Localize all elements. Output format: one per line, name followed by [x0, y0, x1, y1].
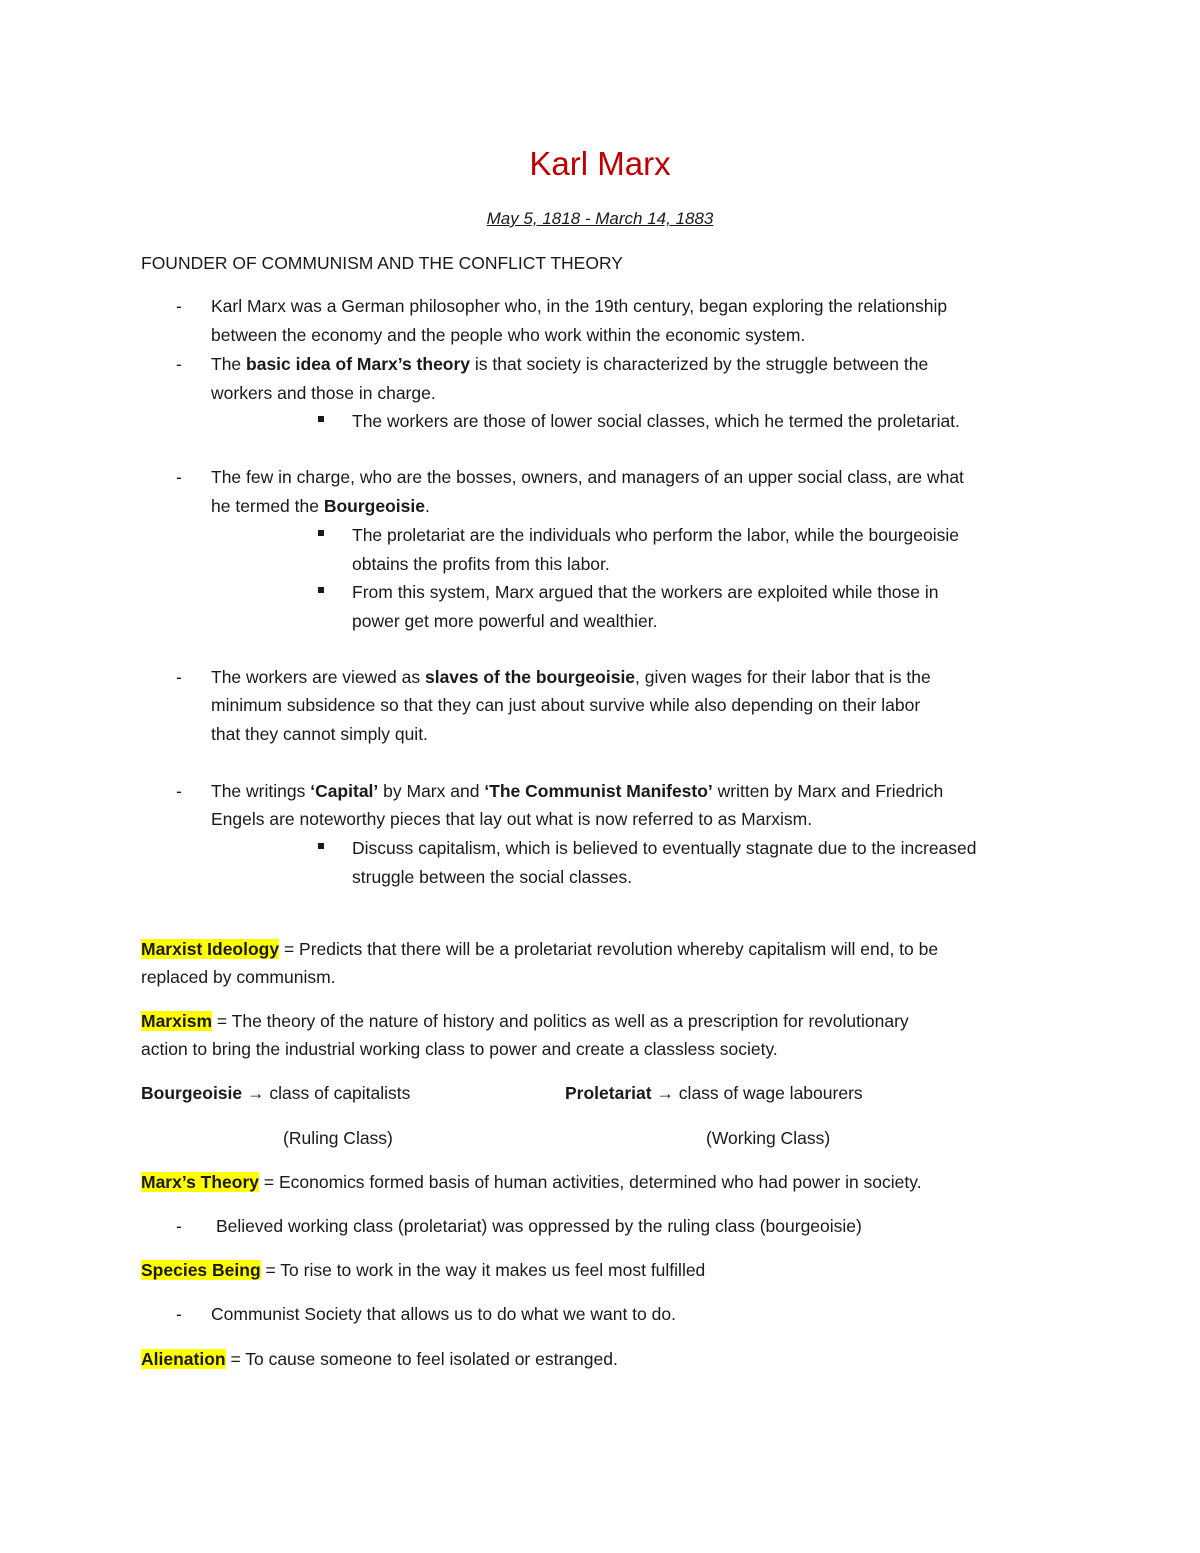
list-item-text: Engels are noteworthy pieces that lay out what is now referred to as Marxism.	[211, 809, 813, 829]
text-run: written by Marx and Friedrich	[712, 781, 944, 801]
list-item-text: between the economy and the people who work within the economic system.	[211, 325, 806, 345]
text-run: .	[425, 496, 430, 516]
arrow-right-icon: →	[656, 1083, 674, 1103]
class-bourgeoisie	[141, 1080, 410, 1106]
bold-phrase: Bourgeoisie	[323, 496, 425, 516]
definition-alienation	[141, 1346, 618, 1372]
definition-marxism	[141, 1008, 909, 1034]
square-bullet-icon	[318, 416, 324, 422]
definition-marxist-ideology	[141, 936, 938, 962]
page-title: Karl Marx	[529, 145, 671, 182]
bold-phrase: ‘The Communist Manifesto’	[484, 781, 713, 801]
definition-marx-theory	[141, 1169, 922, 1195]
working-class-label: (Working Class)	[706, 1128, 831, 1148]
list-item-text: Communist Society that allows us to do what we want to do.	[211, 1304, 676, 1324]
text-run: by Marx and	[378, 781, 485, 801]
dash-bullet: -	[176, 667, 182, 687]
highlighted-term: Marx’s Theory	[141, 1172, 260, 1192]
definition-text: = To rise to work in the way it makes us feel most fulfilled	[260, 1260, 706, 1280]
definition-text: = To cause someone to feel isolated or estranged.	[225, 1349, 618, 1369]
ruling-class-label: (Ruling Class)	[283, 1128, 393, 1148]
bold-phrase: slaves of the bourgeoisie	[424, 667, 636, 687]
section-subtitle: FOUNDER OF COMMUNISM AND THE CONFLICT THEORY	[141, 253, 623, 273]
sub-item-text: The proletariat are the individuals who perform the labor, while the bourgeoisie	[352, 525, 960, 545]
dash-bullet: -	[176, 296, 182, 316]
bold-phrase: basic idea of Marx’s theory	[246, 354, 471, 374]
arrow-right-icon: →	[247, 1083, 265, 1103]
bold-phrase: ‘Capital’	[310, 781, 379, 801]
highlighted-term: Marxism	[141, 1011, 213, 1031]
class-description: class of capitalists	[264, 1083, 411, 1103]
highlighted-term: Alienation	[141, 1349, 226, 1369]
sub-item-text: Discuss capitalism, which is believed to eventually stagnate due to the increased	[352, 838, 977, 858]
dash-bullet: -	[176, 1216, 182, 1236]
text-run: The workers are viewed as	[211, 667, 425, 687]
list-item-text: that they cannot simply quit.	[211, 724, 428, 744]
class-term: Proletariat	[565, 1083, 652, 1103]
text-run: he termed the	[211, 496, 324, 516]
dash-bullet: -	[176, 1304, 182, 1324]
sub-item-text: obtains the profits from this labor.	[352, 554, 610, 574]
sub-item-text: The workers are those of lower social classes, which he termed the proletariat.	[352, 411, 960, 431]
dash-bullet: -	[176, 467, 182, 487]
sub-item-text: From this system, Marx argued that the workers are exploited while those in	[352, 582, 939, 602]
square-bullet-icon	[318, 843, 324, 849]
definition-text: action to bring the industrial working class to power and create a classless society.	[141, 1039, 778, 1059]
sub-item-text: power get more powerful and wealthier.	[352, 611, 658, 631]
life-dates: May 5, 1818 - March 14, 1883	[486, 209, 714, 228]
text-run: The writings	[211, 781, 311, 801]
list-item-text: workers and those in charge.	[211, 383, 436, 403]
list-item-text: Believed working class (proletariat) was oppressed by the ruling class (bourgeoisie)	[216, 1216, 862, 1236]
square-bullet-icon	[318, 587, 324, 593]
highlighted-term: Species Being	[141, 1260, 261, 1280]
list-item-text	[211, 778, 943, 804]
definition-text: = Predicts that there will be a proletariat revolution whereby capitalism will end, to be	[279, 939, 939, 959]
definition-species-being	[141, 1257, 705, 1283]
dash-bullet: -	[176, 781, 182, 801]
sub-item-text: struggle between the social classes.	[352, 867, 633, 887]
class-description: class of wage labourers	[673, 1083, 863, 1103]
definition-text: = The theory of the nature of history and politics as well as a prescription for revolutionary	[212, 1011, 909, 1031]
highlighted-term: Marxist Ideology	[141, 939, 280, 959]
list-item-text: minimum subsidence so that they can just about survive while also depending on their labor	[211, 695, 921, 715]
definition-text: replaced by communism.	[141, 967, 336, 987]
text-run: , given wages for their labor that is the	[635, 667, 931, 687]
text-run: The	[211, 354, 247, 374]
class-term: Bourgeoisie	[141, 1083, 243, 1103]
list-item-text: The few in charge, who are the bosses, owners, and managers of an upper social class, are what	[211, 467, 964, 487]
list-item-text	[211, 493, 430, 519]
list-item-text	[211, 664, 931, 690]
definition-text: = Economics formed basis of human activities, determined who had power in society.	[259, 1172, 922, 1192]
text-run: is that society is characterized by the struggle between the	[470, 354, 929, 374]
class-proletariat	[565, 1080, 863, 1106]
square-bullet-icon	[318, 530, 324, 536]
list-item-text	[211, 351, 928, 377]
dash-bullet: -	[176, 354, 182, 374]
list-item-text: Karl Marx was a German philosopher who, in the 19th century, began exploring the relationship	[211, 296, 948, 316]
